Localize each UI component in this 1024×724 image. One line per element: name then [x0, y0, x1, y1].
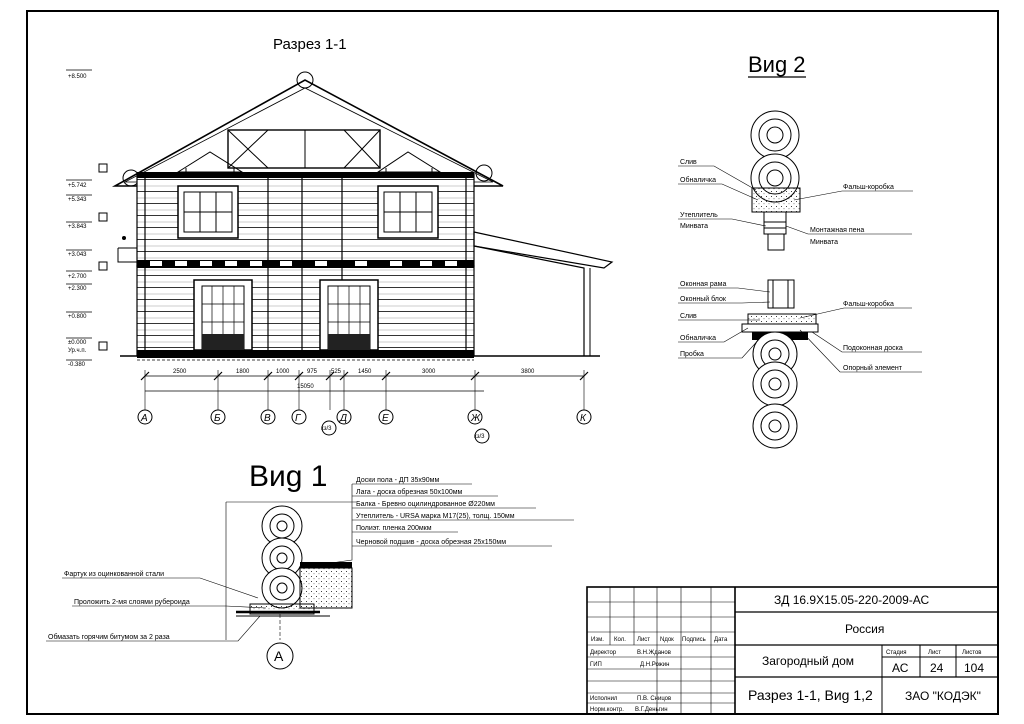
dim-label: 1800: [236, 369, 250, 375]
level-mark: +5.742: [68, 183, 87, 189]
view2-label: Слив: [680, 159, 697, 166]
floor-layer: Лага - доска обрезная 50х100мм: [356, 489, 463, 496]
floor-layer: Доски пола - ДП 35х90мм: [356, 477, 440, 484]
sheets-label: Листов: [962, 650, 982, 656]
stamp-header: Изм.: [591, 637, 604, 643]
axis-label: Д: [340, 413, 348, 424]
dim-label: 3000: [422, 369, 436, 375]
stage-label: Стадия: [886, 650, 907, 656]
view2-title: Виg 2: [748, 52, 806, 77]
view2-label: Опорный элемент: [843, 365, 902, 372]
view2-label: Оконная рама: [680, 281, 727, 288]
dim-label: 2500: [173, 369, 187, 375]
view1-note: Проложить 2-мя слоями рубероида: [74, 599, 190, 606]
floor-layer: Утеплитель - URSA марка М17(25), толщ. 150мм: [356, 513, 515, 520]
view1-axis: А: [274, 648, 284, 664]
stamp-header: Дата: [714, 637, 728, 643]
level-mark: +8.500: [68, 74, 87, 80]
country: Россия: [845, 622, 885, 636]
stamp-role: Норм.контр.: [590, 707, 624, 713]
lower-door-right: [320, 280, 378, 350]
stamp-name: Д.Н.Рожин: [640, 662, 670, 668]
dim-label: 525: [331, 369, 342, 375]
stamp-role: Исполнил: [590, 696, 618, 702]
stamp-header: Nдок: [660, 637, 674, 643]
sheet-title: Разрез 1-1, Виg 1,2: [748, 687, 873, 703]
level-mark: +0.800: [68, 314, 87, 320]
view2-label: Фальш-коробка: [843, 184, 894, 191]
view2-label: Минвата: [680, 223, 709, 230]
dim-label: 3800: [521, 369, 535, 375]
axis-label: Б: [214, 413, 221, 424]
company-name: ЗАО "КОДЭК": [905, 689, 981, 703]
view-2-window-detail: [678, 52, 922, 448]
stamp-header: Кол.: [614, 637, 626, 643]
view2-label: Оконный блок: [680, 296, 726, 303]
sheets-total: 104: [964, 661, 985, 675]
view2-label: Подоконная доска: [843, 345, 903, 352]
stamp-role: Директор: [590, 650, 617, 656]
dim-label: 975: [307, 369, 318, 375]
stage-value: АС: [892, 661, 909, 675]
level-mark: +2.700: [68, 274, 87, 280]
stamp-name: В.Г.Деньгин: [635, 707, 668, 713]
dim-total: 15050: [297, 384, 314, 390]
view2-label: Обналичка: [680, 177, 716, 184]
upper-window-left: [178, 186, 238, 238]
dimension-chain: [141, 369, 588, 410]
view1-note: Обмазать горячим битумом за 2 раза: [48, 634, 170, 641]
document-code: ЗД 16.9Х15.05-220-2009-АС: [774, 593, 930, 607]
log-wall-lower: [137, 266, 474, 356]
level-mark: -0.380: [68, 362, 86, 368]
level-mark: ±0.000: [68, 340, 87, 346]
level-mark: +3.043: [68, 252, 87, 258]
stamp-name: П.В. Сницов: [637, 696, 672, 702]
dim-label: 1450: [358, 369, 372, 375]
floor-layer: Черновой подшив - доска обрезная 25х150мм: [356, 539, 507, 546]
stamp-role: ГИП: [590, 662, 602, 668]
upper-window-right: [378, 186, 438, 238]
grid-axes: [138, 410, 591, 424]
axis-tag: кз/3: [321, 426, 332, 432]
stamp-name: В.Н.Жданов: [637, 650, 671, 656]
axis-tag: кз/3: [474, 434, 485, 440]
view2-label: Обналичка: [680, 335, 716, 342]
view2-label: Монтажная пена: [810, 227, 865, 234]
axis-label: А: [141, 413, 148, 424]
level-marks: [66, 70, 107, 368]
sheet-frame: [27, 11, 998, 714]
dim-label: 1000: [276, 369, 290, 375]
sheet-label: Лист: [928, 650, 942, 656]
view2-label: Минвата: [810, 239, 839, 246]
level-mark: Ур.ч.п.: [68, 348, 87, 354]
section-title: Разрез 1-1: [273, 36, 347, 53]
floor-layer: Полиэт. пленка 200мкм: [356, 525, 432, 532]
axis-label: К: [580, 413, 586, 424]
level-mark: +5.343: [68, 197, 87, 203]
level-mark: +2.300: [68, 286, 87, 292]
axis-label: В: [264, 413, 271, 424]
title-block: [587, 587, 998, 714]
view1-note: Фартук из оцинкованной стали: [64, 571, 165, 578]
axis-label: Ж: [471, 413, 481, 424]
view2-label: Утеплитель: [680, 212, 718, 219]
stamp-header: Подпись: [682, 637, 706, 643]
axis-label: Г: [295, 413, 301, 424]
section-1-1: [66, 36, 612, 443]
project-name: Загородный дом: [762, 654, 855, 668]
stamp-header: Лист: [637, 637, 651, 643]
floor-layer: Балка - Бревно оцилиндрованное Ø220мм: [356, 501, 495, 508]
view1-title: Виg 1: [249, 460, 328, 493]
axis-label: Е: [382, 413, 389, 424]
view2-label: Слив: [680, 313, 697, 320]
sheet-number: 24: [930, 661, 944, 675]
view-1-floor-detail: [46, 460, 574, 669]
view2-label: Пробка: [680, 351, 704, 358]
lower-door-left: [194, 280, 252, 350]
view2-label: Фальш-коробка: [843, 301, 894, 308]
level-mark: +3.843: [68, 224, 87, 230]
